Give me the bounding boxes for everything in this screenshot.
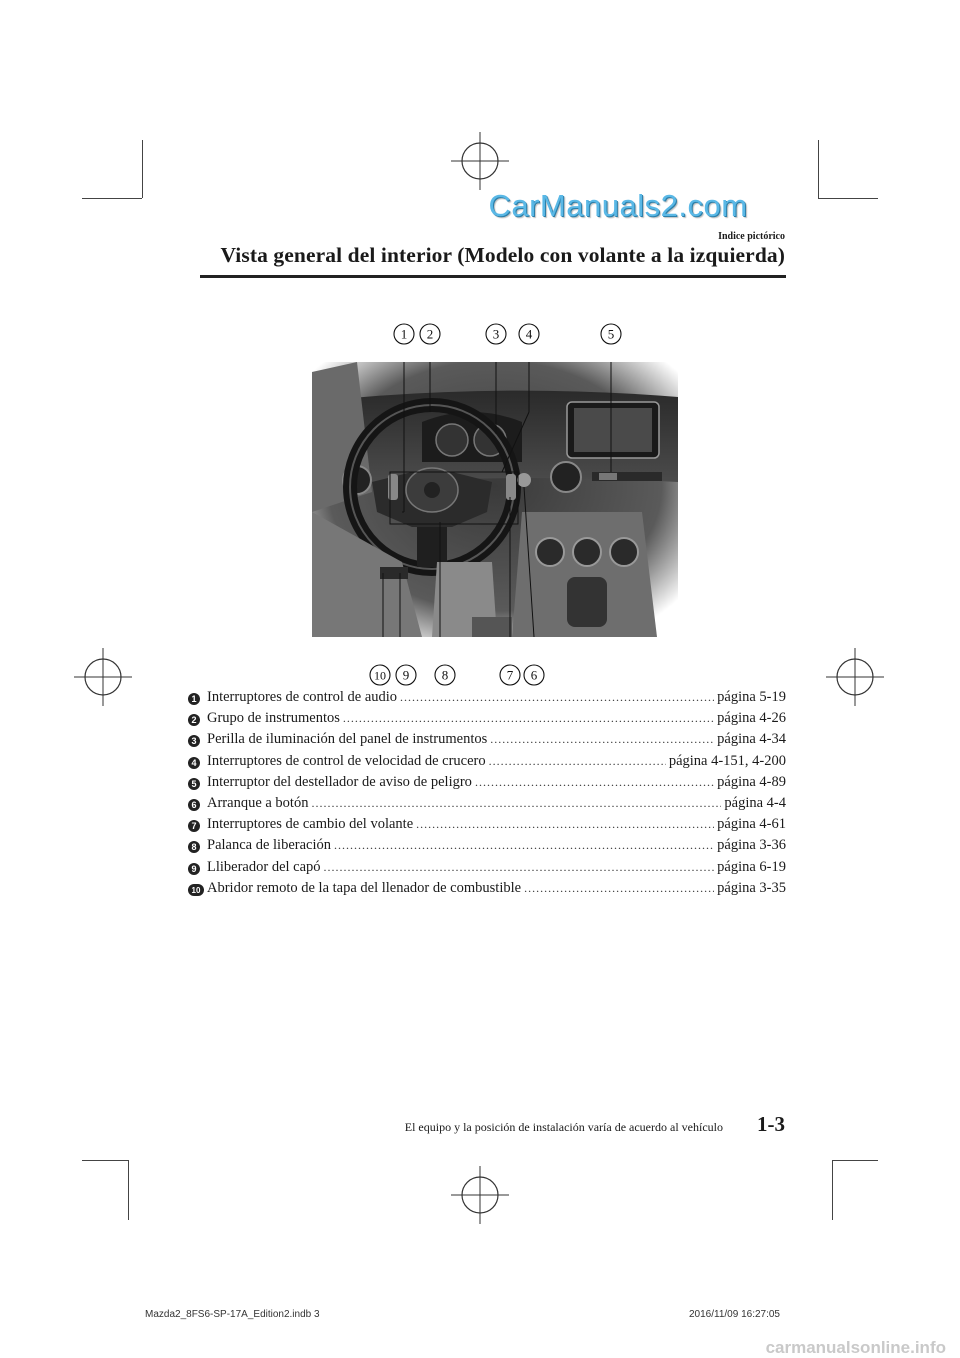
crop-mark [832,1160,833,1220]
item-page-ref: página 4-89 [717,773,786,790]
print-timestamp: 2016/11/09 16:27:05 [688,1309,780,1320]
svg-text:3: 3 [492,326,500,342]
leader-dots [311,796,721,811]
item-label: Interruptores de control de audio [207,689,398,705]
callout-6-icon [524,665,544,685]
item-page-ref: página 4-61 [717,816,786,833]
crop-mark [818,198,878,199]
crop-mark [832,1160,878,1161]
footer-note: El equipo y la posición de instalación varía de acuerdo al vehículo [404,1120,723,1134]
callout-7-icon [500,665,520,685]
svg-text:4: 4 [525,326,533,342]
svg-text:2: 2 [426,326,434,342]
callout-5-icon [601,324,621,344]
item-number-badge: 10 [188,884,204,896]
registration-mark-icon [451,132,509,190]
title-rule [200,275,786,278]
item-label: Interruptores de control de velocidad de crucero [207,752,486,769]
item-number-badge: 8 [188,841,200,853]
component-index-list [188,689,786,901]
list-item [188,795,786,816]
item-label: Palanca de liberación [207,837,331,854]
item-label: Interruptores de cambio del volante [207,816,414,833]
list-item [188,880,786,901]
leader-dots [343,711,714,726]
site-watermark: carmanualsonline.info [765,1338,946,1357]
item-page-ref: página 3-36 [717,837,786,854]
registration-mark-icon [74,648,132,706]
item-number-badge: 5 [188,778,200,790]
leader-dots [400,690,714,705]
svg-text:5: 5 [607,326,615,342]
list-item [188,731,786,752]
leader-dots [475,775,714,790]
callout-3-icon [486,324,506,344]
item-label: Abridor remoto de la tapa del llenador de combustible [207,879,522,896]
item-label: Perilla de iluminación del panel de instrumentos [207,731,488,748]
svg-text:6: 6 [530,667,538,683]
interior-illustration [312,362,678,637]
leader-dots [416,817,714,832]
callout-1-icon [394,324,414,344]
callout-8-icon [435,665,455,685]
item-number-badge: 3 [188,735,200,747]
item-number-badge: 4 [188,757,200,769]
item-page-ref: página 4-34 [717,731,786,748]
crop-mark [128,1160,129,1220]
item-number-badge: 1 [188,693,200,705]
page-number: 1-3 [757,1112,785,1136]
list-item [188,689,786,710]
list-item [188,710,786,731]
item-number-badge: 7 [188,820,200,832]
leader-dots [334,838,714,853]
watermark-logo: CarManuals2.com [488,188,748,223]
item-page-ref: página 4-151, 4-200 [668,752,786,769]
crop-mark [82,198,142,199]
item-label: Arranque a botón [207,794,309,811]
print-imprint: Mazda2_8FS6-SP-17A_Edition2.indb 3 [145,1309,320,1320]
list-item [188,753,786,774]
item-label: Lliberador del capó [207,858,321,875]
item-page-ref: página 5-19 [717,689,786,705]
page-title: Vista general del interior (Modelo con volante a la izquierda) [220,243,785,267]
item-number-badge: 2 [188,714,200,726]
item-page-ref: página 4-4 [724,794,786,811]
leader-dots [489,754,666,769]
crop-mark [818,140,819,198]
callout-10-icon [370,665,390,685]
registration-mark-icon [451,1166,509,1224]
item-label: Interruptor del destellador de aviso de peligro [207,773,472,790]
callout-4-icon [519,324,539,344]
list-item [188,774,786,795]
crop-mark [142,140,143,198]
svg-text:8: 8 [441,667,449,683]
item-number-badge: 6 [188,799,200,811]
leader-dots [324,860,715,875]
callouts-bottom [365,662,545,688]
item-page-ref: página 4-26 [717,710,786,727]
callout-2-icon [420,324,440,344]
item-page-ref: página 3-35 [717,879,786,896]
svg-text:1: 1 [400,326,408,342]
item-number-badge: 9 [188,863,200,875]
list-item [188,837,786,858]
registration-mark-icon [826,648,884,706]
callouts-top [385,322,625,348]
svg-text:10: 10 [374,668,386,683]
list-item [188,859,786,880]
item-label: Grupo de instrumentos [207,710,340,727]
svg-text:7: 7 [506,667,514,683]
leader-dots [490,732,714,747]
crop-mark [82,1160,128,1161]
section-label: Indice pictórico [718,231,785,242]
svg-text:9: 9 [402,667,410,683]
list-item [188,816,786,837]
item-page-ref: página 6-19 [717,858,786,875]
callout-9-icon [396,665,416,685]
leader-dots [524,881,714,896]
